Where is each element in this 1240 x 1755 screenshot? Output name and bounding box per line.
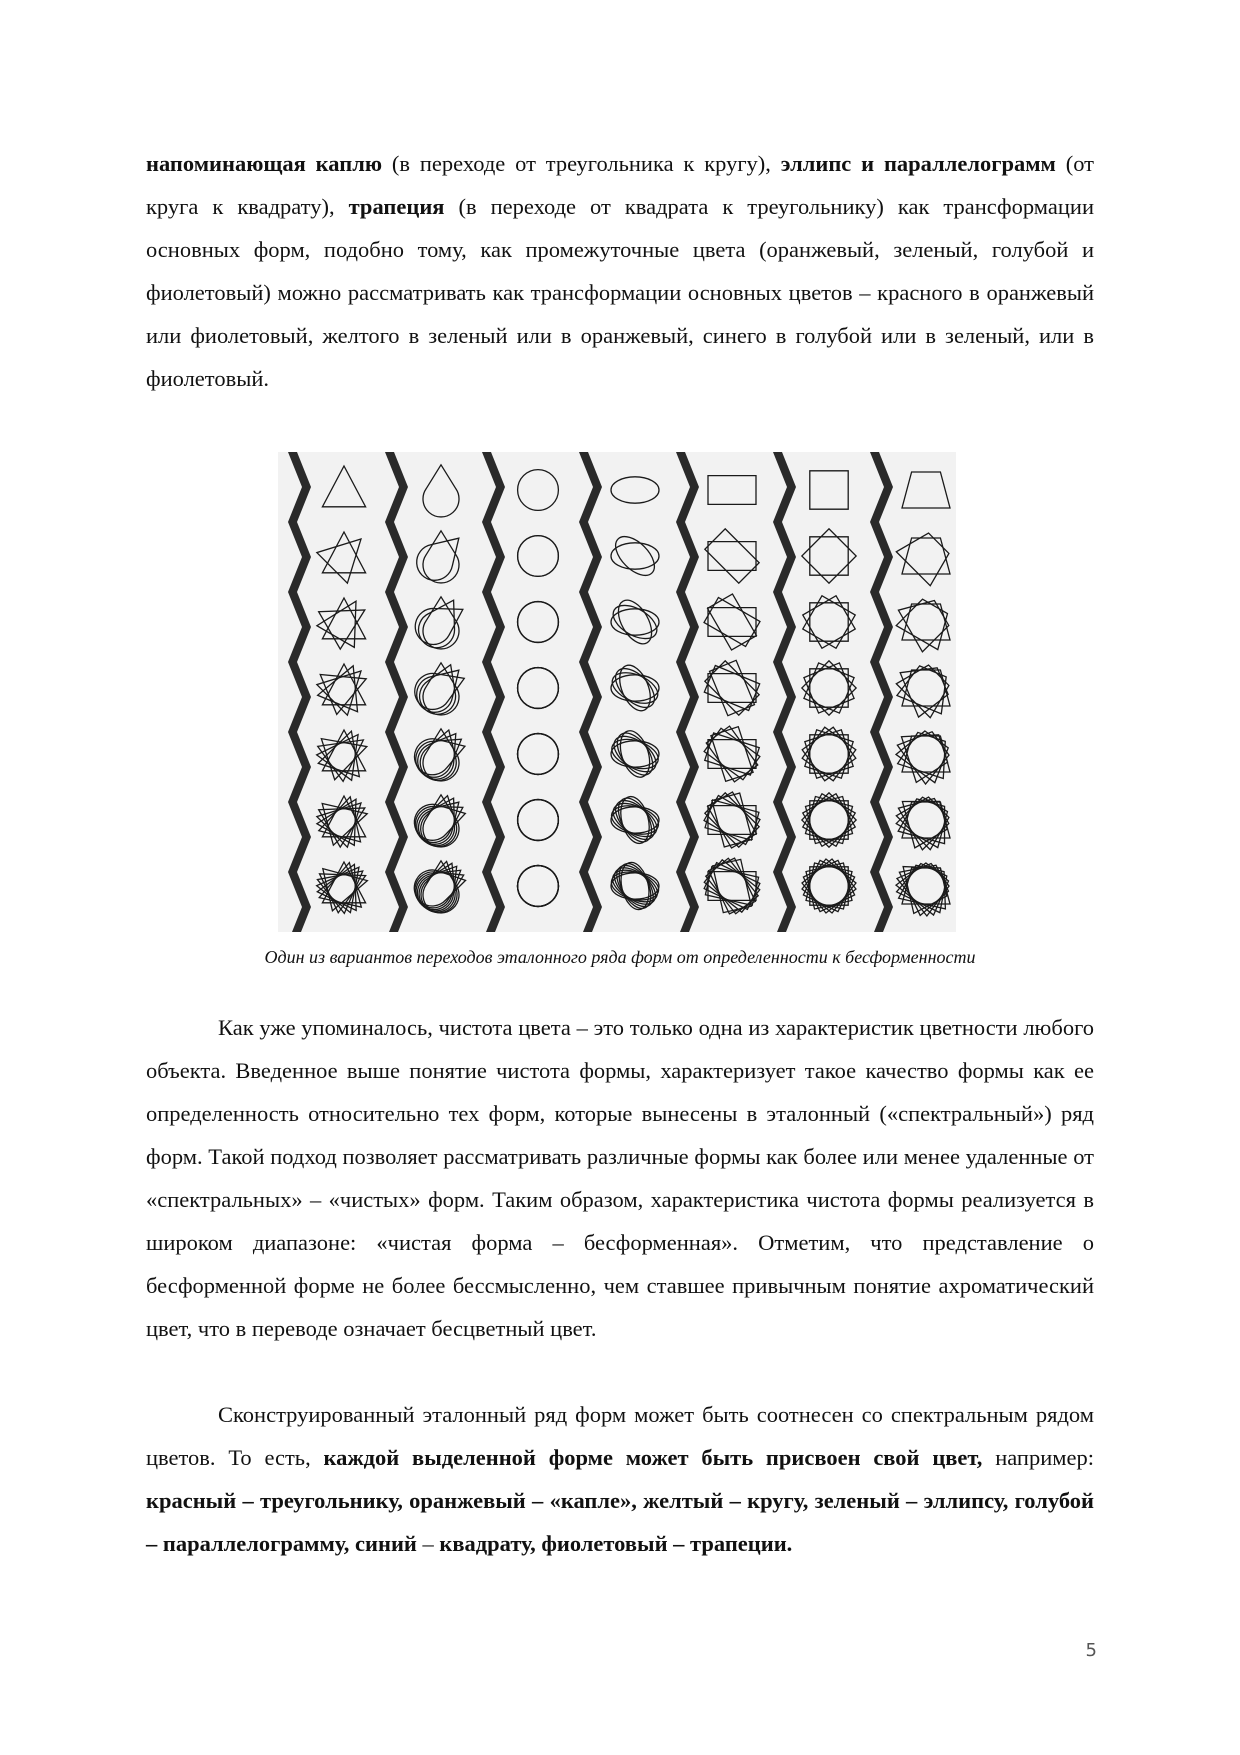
parallelogram-outline bbox=[708, 674, 756, 703]
drop-term: напоминающая каплю bbox=[146, 151, 383, 176]
square-cell bbox=[802, 529, 856, 583]
triangle-cell bbox=[317, 788, 376, 847]
text-span: Сконструированный эталонный ряд форм может быть соотнесен со спектральным рядом цветов. То есть, bbox=[146, 1402, 1094, 1470]
trapezoid-cell bbox=[896, 724, 956, 784]
circle-outline bbox=[509, 527, 567, 585]
bold-span: красный – треугольнику, оранжевый – «капле», желтый – кругу, зеленый – эллипсу, голубой – параллелограмму, синий bbox=[146, 1488, 1094, 1556]
square-outline bbox=[803, 794, 855, 846]
parallelogram-outline bbox=[705, 661, 759, 715]
parallelogram-cell bbox=[708, 476, 756, 505]
square-outline bbox=[805, 730, 853, 778]
circle-outline bbox=[511, 859, 565, 913]
circle-cell bbox=[510, 594, 566, 650]
triangle-outline bbox=[322, 532, 365, 573]
text-span: например: bbox=[982, 1445, 1094, 1470]
text-span: – bbox=[416, 1531, 440, 1556]
ellipse-outline bbox=[609, 662, 662, 715]
triangle-outline bbox=[318, 722, 376, 781]
bold-span: квадрату, фиолетовый – трапеции. bbox=[439, 1531, 793, 1556]
text-span: (в переходе от квадрата к треугольнику) как трансформации основных форм, подобно тому, как промежуточные цвета (оранжевый, зеленый, голубой и фиолетовый) можно рассматривать как трансформации основных цветов – красного в оранжевый или фиолетовый, желтого в зеленый или в оранжевый, синего в голубой или в зеленый, или в фиолетовый. bbox=[146, 194, 1094, 391]
triangle-outline bbox=[317, 656, 376, 715]
square-outline bbox=[810, 471, 848, 509]
drop-outline bbox=[409, 789, 471, 851]
paragraph-3 bbox=[146, 1393, 1094, 1565]
trapezoid-cell bbox=[896, 790, 956, 850]
square-outline bbox=[803, 596, 855, 648]
parallelogram-outline bbox=[708, 542, 756, 571]
square-outline bbox=[803, 860, 854, 911]
paragraph-1 bbox=[146, 142, 1094, 400]
trapezoid-outline bbox=[896, 526, 955, 585]
square-cell bbox=[802, 727, 856, 781]
triangle-cell bbox=[322, 466, 365, 507]
square-outline bbox=[805, 730, 853, 778]
paragraph-2: Как уже упоминалось, чистота цвета – это только одна из характеристик цветности любого объекта. Введенное выше понятие чистота формы, характеризует такое качество формы как ее определенность относительно тех форм, которые вынесены в эталонный («спектральный») ряд форм. Такой подход позволяет рассматривать различные формы как более или менее удаленные от «спектральных» – «чистых» форм. Таким образом, характеристика чистота формы реализуется в широком диапазоне: «чистая форма – бесформенная». Отметим, что представление о бесформенной форме не более бессмысленно, чем ставшее привычным понятие ахроматический цвет, что в переводе означает бесцветный цвет. bbox=[146, 1015, 1094, 1341]
zigzag-separator bbox=[579, 452, 602, 932]
trapezoid-outline bbox=[902, 604, 950, 640]
circle-outline bbox=[510, 594, 566, 650]
trapezoid-outline bbox=[896, 658, 955, 717]
triangle-cell bbox=[317, 524, 376, 583]
square-outline bbox=[803, 794, 855, 846]
circle-outline bbox=[514, 862, 563, 911]
ellipse-outline bbox=[609, 530, 662, 583]
figure-caption: Один из вариантов переходов эталонного ряда форм от определенности к бесформенности bbox=[264, 947, 976, 967]
triangle-outline bbox=[319, 591, 376, 649]
drop-outline bbox=[409, 525, 471, 587]
trapezoid-outline bbox=[903, 859, 949, 914]
circle-cell bbox=[509, 659, 567, 717]
ellipse-outline bbox=[611, 477, 659, 503]
trapezoid-cell bbox=[902, 472, 950, 508]
zigzag-separator bbox=[385, 452, 408, 932]
trapezoid-cell bbox=[896, 658, 955, 717]
zigzag-separator bbox=[870, 452, 893, 932]
circle-cell bbox=[509, 791, 567, 849]
square-cell bbox=[802, 793, 856, 847]
triangle-outline bbox=[317, 524, 376, 583]
text-span: (от круга к квадрату), bbox=[146, 151, 1095, 219]
drop-cell bbox=[409, 723, 472, 786]
trapezoid-outline bbox=[902, 472, 950, 508]
parallelogram-outline bbox=[710, 660, 755, 715]
trapezoid-cell bbox=[896, 592, 956, 652]
square-outline bbox=[804, 663, 854, 713]
square-outline bbox=[803, 596, 855, 648]
drop-cell bbox=[409, 591, 472, 654]
trapezoid-outline bbox=[902, 802, 950, 838]
triangle-cell bbox=[317, 722, 376, 781]
drop-outline bbox=[409, 725, 472, 785]
square-cell bbox=[802, 661, 856, 715]
triangle-outline bbox=[322, 466, 365, 507]
circle-outline bbox=[511, 661, 564, 714]
drop-outline bbox=[423, 465, 459, 517]
square-outline bbox=[805, 796, 852, 843]
ellipse-outline bbox=[608, 599, 663, 646]
circle-outline bbox=[511, 661, 564, 714]
shapes-figure-image bbox=[278, 452, 956, 932]
drop-outline bbox=[414, 658, 467, 720]
square-outline bbox=[806, 863, 852, 909]
circle-outline bbox=[513, 795, 563, 845]
ellipse-cell bbox=[611, 477, 659, 503]
ellipse-outline bbox=[612, 595, 659, 650]
circle-cell bbox=[518, 470, 559, 511]
zigzag-separator bbox=[676, 452, 699, 932]
drop-cell bbox=[409, 657, 471, 719]
triangle-cell bbox=[317, 656, 376, 715]
square-cell bbox=[810, 471, 848, 509]
triangle-outline bbox=[322, 730, 365, 771]
text-span: (в переходе от треугольника к кругу), bbox=[382, 151, 781, 176]
parallelogram-cell bbox=[704, 792, 760, 848]
drop-outline bbox=[409, 594, 472, 651]
square-outline bbox=[803, 860, 854, 911]
ellipse-cell bbox=[608, 661, 662, 715]
parallelogram-outline bbox=[704, 666, 759, 711]
square-outline bbox=[804, 663, 854, 713]
parallelogram-cell bbox=[704, 858, 760, 914]
parallelogram-cell bbox=[704, 726, 760, 782]
ellipse-cell bbox=[608, 793, 663, 848]
ellipse-outline bbox=[611, 741, 659, 767]
drop-outline bbox=[423, 531, 459, 583]
trapezoid-outline bbox=[902, 736, 950, 772]
circle-cell bbox=[510, 726, 567, 783]
trapezoid-outline bbox=[902, 538, 950, 574]
page-number: 5 bbox=[1085, 1640, 1097, 1661]
circle-outline bbox=[514, 862, 563, 911]
square-outline bbox=[805, 796, 852, 843]
square-outline bbox=[810, 603, 848, 641]
parallelogram-cell bbox=[704, 594, 760, 650]
ellipse-cell bbox=[608, 595, 663, 650]
square-cell bbox=[802, 859, 856, 913]
parallelogram-outline bbox=[705, 793, 759, 847]
parallelogram-outline bbox=[709, 858, 756, 914]
drop-cell bbox=[409, 855, 472, 918]
circle-outline bbox=[512, 728, 563, 779]
zigzag-separator bbox=[288, 452, 311, 932]
bold-span: каждой выделенной форме может быть присвоен свой цвет, bbox=[323, 1445, 983, 1470]
circle-cell bbox=[509, 527, 567, 585]
circle-cell bbox=[509, 857, 566, 914]
drop-cell bbox=[409, 789, 472, 852]
triangle-cell bbox=[317, 854, 377, 914]
circle-outline bbox=[512, 728, 563, 779]
trapezoid-term: трапеция bbox=[348, 194, 445, 219]
drop-outline bbox=[409, 662, 471, 715]
drop-outline bbox=[409, 657, 471, 719]
circle-outline bbox=[518, 470, 559, 511]
parallelogram-cell bbox=[704, 660, 759, 715]
triangle-outline bbox=[322, 664, 365, 705]
ellipse-cell bbox=[608, 727, 662, 781]
trapezoid-cell bbox=[896, 526, 955, 585]
circle-outline bbox=[510, 792, 566, 848]
triangle-cell bbox=[317, 590, 376, 649]
circle-outline bbox=[510, 792, 566, 848]
drop-outline bbox=[411, 723, 471, 786]
drop-outline bbox=[412, 591, 469, 654]
square-cell bbox=[803, 596, 855, 648]
ellipse-cell bbox=[608, 859, 663, 914]
ellipse-cell bbox=[609, 530, 662, 583]
drop-cell bbox=[423, 465, 459, 517]
drop-cell bbox=[409, 525, 471, 587]
parallelogram-outline bbox=[705, 529, 759, 583]
circle-outline bbox=[510, 594, 566, 650]
parallelogram-cell bbox=[705, 529, 759, 583]
parallelogram-outline bbox=[704, 863, 760, 910]
zigzag-separator bbox=[773, 452, 796, 932]
shapes-figure bbox=[278, 452, 956, 932]
parallelogram-outline bbox=[708, 476, 756, 505]
circle-outline bbox=[511, 859, 565, 913]
ellipse-parallelogram-term: эллипс и параллелограмм bbox=[780, 151, 1056, 176]
zigzag-separator bbox=[482, 452, 505, 932]
circle-outline bbox=[513, 795, 563, 845]
trapezoid-cell bbox=[896, 856, 956, 916]
